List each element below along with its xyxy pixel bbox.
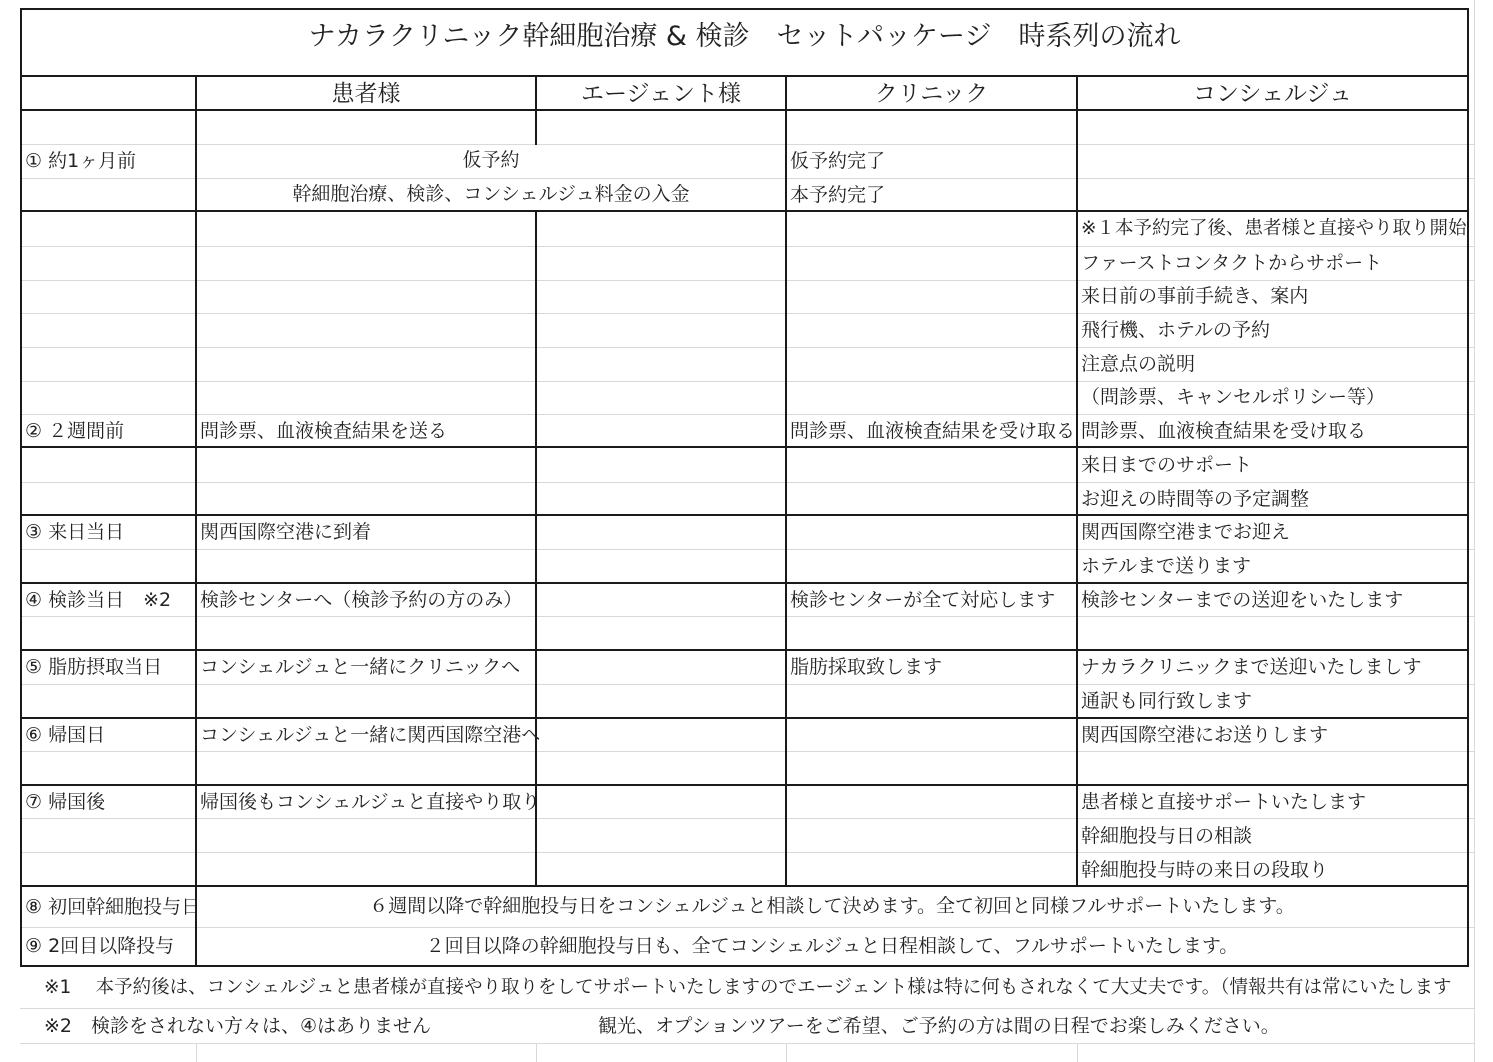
footnote-1: ※1 本予約後は、コンシェルジュと患者様が直接やり取りをしてサポートいたしますのでエージェント様は特に何もされなくて大丈夫です。（情報共有は常にいたします [44, 977, 1452, 998]
border [20, 885, 1469, 887]
border [20, 109, 1469, 111]
border [20, 514, 1469, 516]
footnote-2-tour: 観光、オプションツアーをご希望、ご予約の方は間の日程でお楽しみください。 [598, 1015, 1280, 1037]
concierge-item: 問診票、血液検査結果を受け取る [1081, 420, 1367, 442]
border [1076, 75, 1078, 887]
timeline-2weeks: ② ２週間前 [25, 420, 125, 442]
patient-to-airport: コンシェルジュと一緒に関西国際空港へ [200, 724, 541, 746]
clinic-provisional-done: 仮予約完了 [790, 150, 886, 172]
gridline [20, 818, 1475, 819]
concierge-item: （問診票、キャンセルポリシー等） [1081, 386, 1386, 408]
patient-payment: 幹細胞治療、検診、コンシェルジュ料金の入金 [292, 183, 690, 205]
gridline [196, 1043, 197, 1062]
border [195, 75, 197, 967]
concierge-item: 飛行機、ホテルの予約 [1081, 319, 1271, 341]
header-clinic: クリニック [874, 81, 989, 107]
clinic-checkup: 検診センターが全て対応します [790, 589, 1056, 611]
gridline [20, 684, 1475, 685]
concierge-item: ナカラクリニックまで送迎いたしましす [1081, 656, 1422, 678]
gridline [20, 549, 1475, 550]
gridline [20, 852, 1475, 853]
border [785, 75, 787, 887]
concierge-item: 関西国際空港までお迎え [1081, 521, 1291, 543]
gridline [20, 313, 1475, 314]
concierge-item: 注意点の説明 [1081, 353, 1196, 375]
gridline [20, 280, 1475, 281]
patient-checkup-center: 検診センターへ（検診予約の方のみ） [200, 589, 523, 611]
gridline [20, 751, 1475, 752]
gridline [1474, 0, 1475, 1062]
concierge-item: 幹細胞投与時の来日の段取り [1081, 859, 1329, 881]
gridline [20, 414, 1475, 415]
second-dose-detail: ２回目以降の幹細胞投与日も、全てコンシェルジュと日程相談して、フルサポートいたします。 [425, 935, 1239, 957]
border [20, 784, 1469, 786]
clinic-booking-done: 本予約完了 [790, 184, 886, 206]
timeline-departure: ⑥ 帰国日 [25, 724, 106, 746]
gridline [20, 144, 1475, 145]
concierge-item: 患者様と直接サポートいたします [1081, 791, 1367, 813]
gridline [20, 616, 1475, 617]
border [20, 75, 1469, 77]
concierge-item: ホテルまで送ります [1081, 555, 1252, 577]
concierge-item: 来日前の事前手続き、案内 [1081, 285, 1309, 307]
footnote-2: ※2 検診をされない方々は、④はありません [44, 1015, 432, 1037]
gridline [536, 1043, 537, 1062]
gridline [20, 927, 1475, 928]
concierge-item: お迎えの時間等の予定調整 [1081, 488, 1310, 510]
page-title: ナカラクリニック幹細胞治療 & 検診 セットパッケージ 時系列の流れ [308, 21, 1181, 52]
header-patient: 患者様 [331, 81, 401, 107]
gridline [20, 381, 1475, 382]
border [20, 8, 1469, 10]
patient-after-return: 帰国後もコンシェルジュと直接やり取り [200, 791, 541, 813]
timeline-fat-harvest: ⑤ 脂肪摂取当日 [25, 656, 163, 678]
gridline [20, 246, 1475, 247]
gridline [20, 347, 1475, 348]
header-concierge: コンシェルジュ [1193, 81, 1352, 107]
gridline [20, 178, 1475, 179]
gridline [786, 1043, 787, 1062]
header-agent: エージェント様 [580, 81, 742, 107]
patient-arrive-airport: 関西国際空港に到着 [200, 521, 372, 543]
first-dose-detail: ６週間以降で幹細胞投与日をコンシェルジュと相談して決めます。全て初回と同様フルサポートいたします。 [369, 895, 1295, 917]
concierge-item: 検診センターまでの送迎をいたします [1081, 589, 1404, 611]
concierge-item: 来日までのサポート [1081, 454, 1253, 476]
gridline [20, 482, 1475, 483]
timeline-arrival: ③ 来日当日 [25, 521, 125, 543]
patient-send-forms: 問診票、血液検査結果を送る [200, 420, 448, 442]
timeline-second-dose: ⑨ 2回目以降投与 [25, 935, 175, 957]
border [20, 8, 22, 967]
timeline-checkup: ④ 検診当日 ※2 [25, 589, 172, 611]
gridline [20, 1043, 1475, 1044]
border [535, 210, 537, 887]
clinic-receive-forms: 問診票、血液検査結果を受け取る [790, 420, 1076, 442]
timeline-after-return: ⑦ 帰国後 [25, 791, 106, 813]
border [20, 210, 1469, 212]
border [20, 446, 1469, 448]
border [20, 582, 1469, 584]
gridline [20, 1008, 1475, 1009]
clinic-fat-harvest: 脂肪採取致します [790, 656, 943, 678]
border [1467, 8, 1469, 967]
concierge-note: ※１本予約完了後、患者様と直接やり取り開始 [1081, 218, 1467, 239]
border [20, 649, 1469, 651]
timeline-1month: ① 約1ヶ月前 [25, 150, 137, 172]
patient-provisional-booking: 仮予約 [462, 149, 520, 171]
gridline [1077, 1043, 1078, 1062]
concierge-item: ファーストコンタクトからサポート [1081, 252, 1383, 274]
border [20, 965, 1469, 967]
patient-to-clinic: コンシェルジュと一緒にクリニックへ [200, 656, 521, 678]
concierge-item: 通訳も同行致します [1081, 690, 1253, 712]
timeline-first-dose: ⑧ 初回幹細胞投与日 [25, 896, 201, 918]
border [20, 717, 1469, 719]
concierge-item: 幹細胞投与日の相談 [1081, 825, 1253, 847]
concierge-item: 関西国際空港にお送りします [1081, 724, 1329, 746]
